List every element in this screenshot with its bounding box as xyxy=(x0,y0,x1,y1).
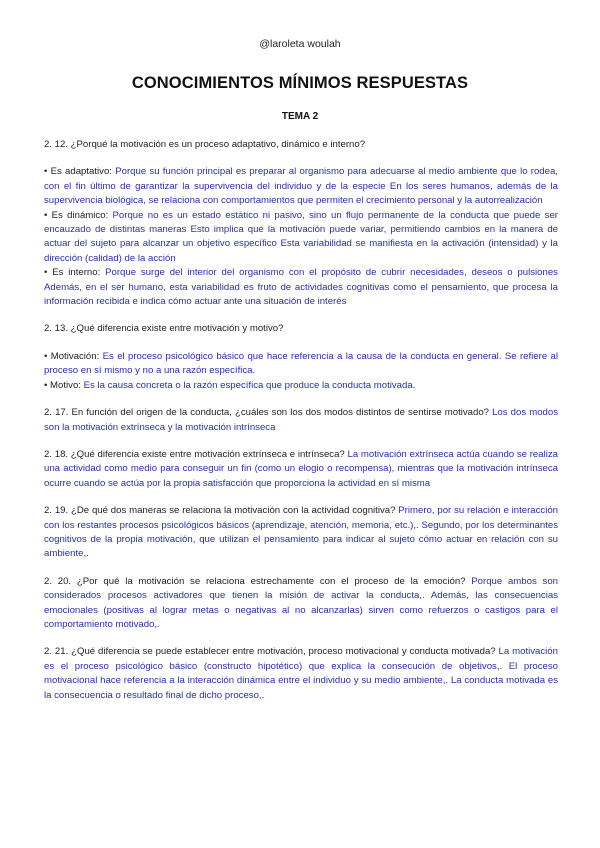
question-2-19 xyxy=(44,504,558,562)
question-2-13: 2. 13. ¿Qué diferencia existe entre motivación y motivo? xyxy=(44,323,284,335)
answer-text: Es la causa concreta o la razón específica que produce la conducta motivada. xyxy=(83,379,416,391)
bullet-label: • Es adaptativo: xyxy=(44,166,116,178)
answer-text: La motivación es el proceso psicológico básico (constructo hipotético) que explica la consecución de objetivos,. El proceso motivacional hace referencia a la interacción dinámica entre el individuo y su medio ambiente,. La conducta motivada es la consecuencia o resultado final de dicho proceso,. xyxy=(44,646,558,701)
question-text: 2. 17. En función del origen de la conducta, ¿cuáles son los dos modos distintos de sentirse motivado? xyxy=(44,407,493,419)
page-title: CONOCIMIENTOS MÍNIMOS RESPUESTAS xyxy=(131,74,469,92)
answer-text: Porque ambos son considerados procesos activadores que tienen la misión de activar la conducta,. Además, las consecuencias emocionales (positivas al lograr metas o negativas al no alcanzarlas) sirven como refuerzos o castigos para el comportamiento motivado,. xyxy=(44,575,558,630)
bullet-label: • Es dinámico: xyxy=(44,209,113,221)
question-2-21 xyxy=(44,645,558,703)
question-2-12: 2. 12. ¿Porqué la motivación es un proceso adaptativo, dinámico e interno? xyxy=(44,139,366,150)
answer-text: La motivación extrínseca actúa cuando se realiza una actividad como medio para conseguir un fin (como un elogio o recompensa), mientras que la motivación intrínseca ocurre cuando se actúa por la propia satisfacción que proporciona la actividad en sí misma xyxy=(44,448,558,489)
answer-2-12-interno xyxy=(44,266,558,309)
question-2-20 xyxy=(44,575,558,633)
question-2-18 xyxy=(44,448,558,491)
answer-text: Porque su función principal es preparar al organismo para adecuarse al medio ambiente que lo rodea, con el fin último de garantizar la supervivencia del individuo y de la especie En los seres humanos, además de la supervivencia biológica, se relaciona con comportamientos que permiten el crecimiento personal y la autorrealización xyxy=(44,166,558,207)
answer-text: Es el proceso psicológico básico que hace referencia a la causa de la conducta en general. Se refiere al proceso en sí mismo y no a una razón específica. xyxy=(44,350,558,377)
bullet-label: • Motivación: xyxy=(44,350,103,362)
answer-text: Porque surge del interior del organismo con el propósito de cubrir necesidades, deseos o pulsiones Además, en el ser humano, esta variabilidad es fruto de actividades cognitivas como el pensamiento, que procesa la información recibida e indica cómo actuar ante una situación de interés xyxy=(44,267,558,308)
answer-2-13-motivo xyxy=(44,379,558,393)
answer-2-12-adaptativo xyxy=(44,165,558,208)
question-text: 2. 19. ¿De qué dos maneras se relaciona la motivación con la actividad cognitiva? xyxy=(44,505,399,517)
question-text: 2. 21. ¿Qué diferencia se puede establecer entre motivación, proceso motivacional y conducta motivada? xyxy=(44,646,499,658)
bullet-label: • Motivo: xyxy=(44,379,84,391)
bullet-label: • Es interno: xyxy=(44,267,106,279)
document-body xyxy=(44,138,558,703)
answer-text: Porque no es un estado estático ni pasivo, sino un flujo permanente de la conducta que puede ser encauzado de distintas maneras Esto implica que la motivación puede variar, permitiendo cambios en la manera de actuar del sujeto para alcanzar un objetivo específico Esta variabilidad se manifiesta en la activación (intensidad) y la dirección (calidad) de la acción xyxy=(44,209,558,264)
section-title: TEMA 2 xyxy=(281,111,319,122)
question-text: 2. 18. ¿Qué diferencia existe entre motivación extrínseca e intrínseca? xyxy=(44,448,348,460)
question-text: 2. 20. ¿Por qué la motivación se relaciona estrechamente con el proceso de la emoción? xyxy=(44,575,472,587)
question-2-17 xyxy=(44,406,558,435)
answer-text: Los dos modos son la motivación extrínseca y la motivación intrínseca xyxy=(44,407,558,433)
answer-text: Primero, por su relación e interacción con los restantes procesos psicológicos básicos (aprendizaje, atención, memoria, etc.),. Segundo, por los determinantes cognitivos de la propia motivación, que utilizan el pensamiento para indicar al sujeto cómo actuar en relación con su ambiente,. xyxy=(44,505,559,560)
answer-2-12-dinamico xyxy=(44,209,558,267)
answer-2-13-motivacion xyxy=(44,350,558,379)
author-handle: @laroleta woulah xyxy=(259,38,341,50)
